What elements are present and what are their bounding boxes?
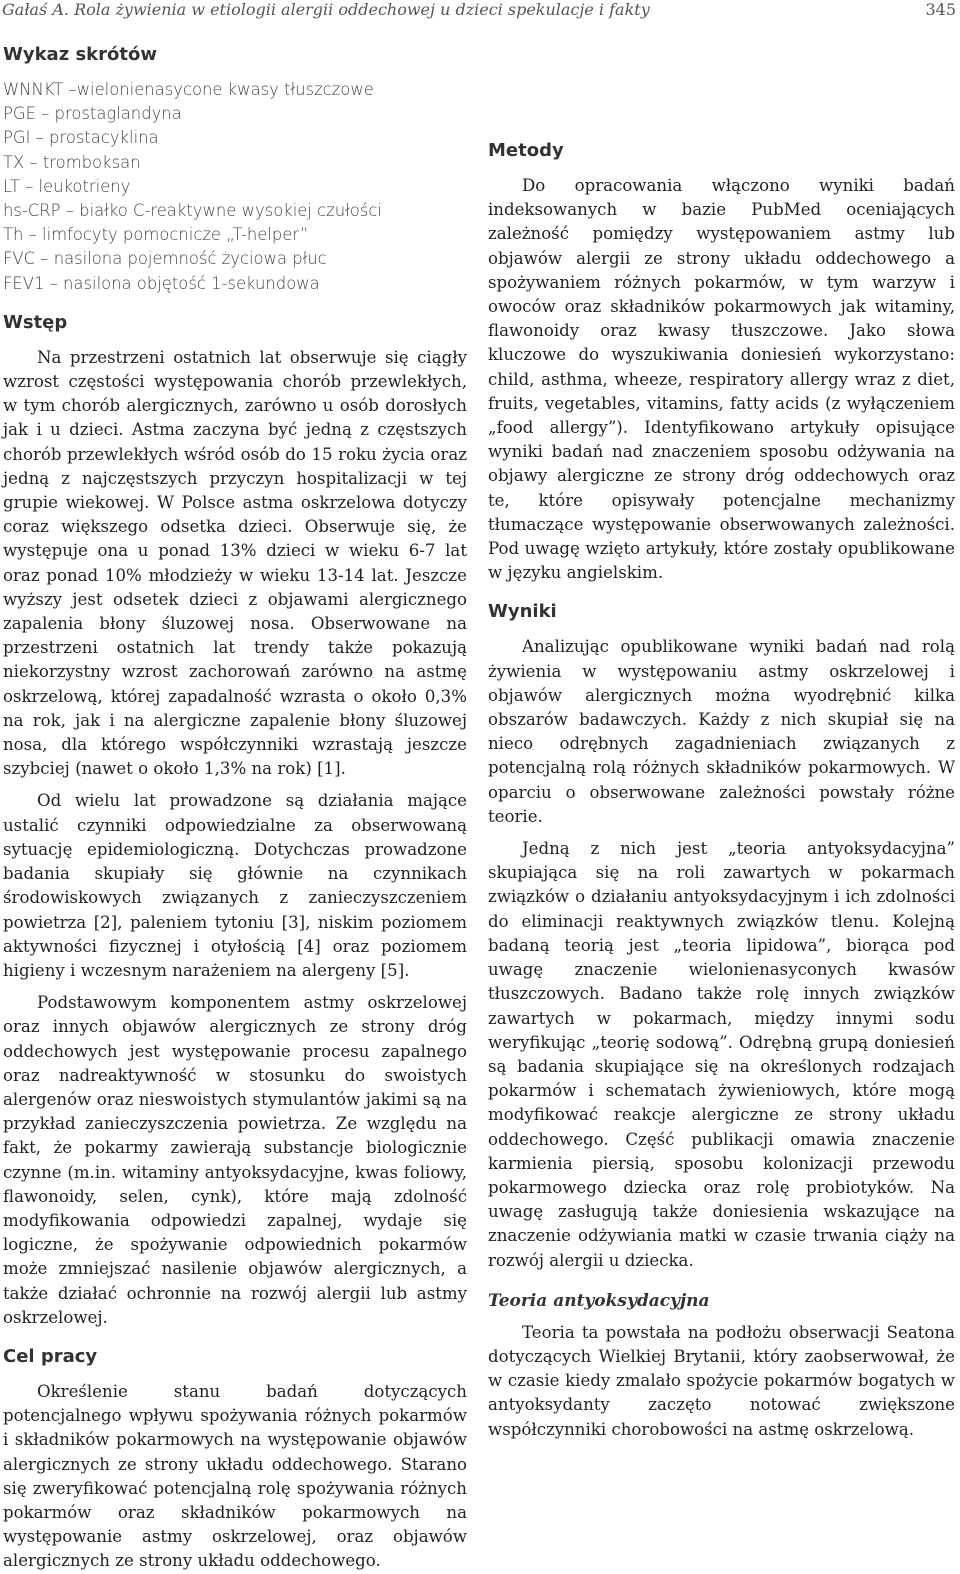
methods-paragraph: Do opracowania włączono wyniki badań indeksowanych w bazie PubMed oceniających zależność pomiędzy występowaniem astmy lub objawów alergii ze strony układu oddechowego a spożywaniem różnych pokarmów, w tym warzyw i owoców oraz składników pokarmowych jak witaminy, flawonoidy oraz kwasy tłuszczowe. Jako słowa kluczowe do wyszukiwania doniesień wykorzystano: child, asthma, wheeze, respiratory allergy wraz z diet, fruits, vegetables, vitamins, fatty acids (z wyłączeniem „food allergy”). Identyfikowano artykuły opisujące wyniki badań nad znaczeniem sposobu odżywania na objawy alergiczne ze strony dróg oddechowych oraz te, które opisywały potencjalne mechanizmy tłumaczące występowanie obserwowanych zależności. Pod uwagę wzięto artykuły, które zostały opublikowane w języku angielskim. <box>488 176 955 583</box>
methods-heading: Metody <box>488 140 564 161</box>
abbreviation-item: FEV1 – nasilona objętość 1-sekundowa <box>3 273 320 293</box>
abbreviation-item: PGE – prostaglandyna <box>3 104 182 124</box>
antioxidant-heading: Teoria antyoksydacyjna <box>488 1290 710 1311</box>
aim-heading: Cel pracy <box>3 1345 98 1367</box>
abbreviation-item: PGI – prostacyklina <box>3 128 159 148</box>
intro-paragraph: Od wielu lat prowadzone są działania mające ustalić czynniki odpowiedzialne za obserwowaną sytuację epidemiologiczną. Dotychczas prowadzone badania skupiały się głównie na czynnikach środowiskowych związanych z zanieczyszczeniem powietrza [2], paleniem tytoniu [3], niskim poziomem aktywności fizycznej i otyłością [4] oraz poziomem higieny i wczesnym narażeniem na alergeny [5]. <box>3 791 467 980</box>
left-column <box>3 40 467 1574</box>
abbreviation-item: hs-CRP – białko C-reaktywne wysokiej czułości <box>3 201 382 221</box>
abbreviation-item: Th – limfocyty pomocnicze „T-helper” <box>3 225 309 245</box>
aim-paragraph: Określenie stanu badań dotyczących potencjalnego wpływu spożywania różnych pokarmów i składników pokarmowych na występowanie objawów alergicznych ze strony układu oddechowego. Starano się zweryfikować potencjalną rolę spożywania różnych pokarmów oraz składników pokarmowych na występowanie astmy oskrzelowej, oraz objawów alergicznych ze strony układu oddechowego. <box>3 1381 467 1571</box>
intro-paragraph: Podstawowym komponentem astmy oskrzelowej oraz innych objawów alergicznych ze strony dróg oddechowych jest występowanie procesu zapalnego oraz nadreaktywność w stosunku do swoistych alergenów oraz nieswoistych stymulantów jakimi są na przykład zanieczyszczenia powietrza. Ze względu na fakt, że pokarmy zawierają substancje biologicznie czynne (m.in. witaminy antyoksydacyjne, kwas foliowy, flawonoidy, selen, cynk), które mają zdolność modyfikowania odpowiedzi zapalnej, wydaje się logiczne, że spożywanie odpowiednich pokarmów może zmniejszać nasilenie objawów alergicznych, a także działać ochronnie na rozwój alergii lub astmy oskrzelowej. <box>3 993 467 1327</box>
intro-heading: Wstęp <box>3 311 68 333</box>
abbreviation-list <box>3 78 467 296</box>
running-header <box>0 0 960 22</box>
abbreviation-item: LT – leukotrieny <box>3 176 131 196</box>
running-title: Gałaś A. Rola żywienia w etiologii alergii oddechowej u dzieci spekulacje i fakty <box>2 0 650 19</box>
intro-paragraph: Na przestrzeni ostatnich lat obserwuje się ciągły wzrost częstości występowania chorób przewlekłych, w tym chorób alergicznych, zarówno u osób dorosłych jak i u dzieci. Astma zaczyna być jedną z częstszych chorób przewlekłych wśród osób do 15 roku życia oraz jedną z najczęstszych przyczyn hospitalizacji w tej grupie wiekowej. W Polsce astma oskrzelowa dotyczy coraz większego odsetka dzieci. Obserwuje się, że występuje ona u ponad 13% dzieci w wieku 6-7 lat oraz ponad 10% młodzieży w wieku 13-14 lat. Jeszcze wyższy jest odsetek dzieci z objawami alergicznego zapalenia błony śluzowej nosa. Obserwowane na przestrzeni ostatnich lat trendy także pokazują niekorzystny wzrost zachorowań zarówno na astmę oskrzelową, której zapadalność wzrasta o około 0,3% na rok, jak i na alergiczne zapalenie błony śluzowej nosa, dla którego współczynniki wzrastają jeszcze szybciej (nawet o około 1,3% na rok) [1]. <box>3 347 467 779</box>
results-heading: Wyniki <box>488 601 557 623</box>
abbreviation-item: WNNKT –wielonienasycone kwasy tłuszczowe <box>3 80 374 99</box>
abbreviation-item: TX – tromboksan <box>3 152 141 172</box>
right-column <box>488 136 955 1442</box>
results-paragraph: Jedną z nich jest „teoria antyoksydacyjna” skupiająca się na roli zawartych w pokarmach związków o działaniu antyoksydacyjnym i ich zdolności do eliminacji reaktywnych związków tlenu. Kolejną badaną teorią jest „teoria lipidowa”, biorąca pod uwagę znaczenie wielonienasyconych kwasów tłuszczowych. Badano także rolę innych związków zawartych w pokarmach, między innymi sodu weryfikując „teorię sodową”. Odrębną grupą doniesień są badania skupiające się na określonych rodzajach pokarmów i schematach żywieniowych, które mogą modyfikować reakcje alergiczne ze strony układu oddechowego. Część publikacji omawia znaczenie karmienia piersią, sposobu kolonizacji przewodu pokarmowego dziecka oraz rolę probiotyków. Na uwagę zasługują także doniesienia wskazujące na znaczenie odżywiania matki w czasie trwania ciąży na rozwój alergii u dziecka. <box>488 839 955 1270</box>
results-paragraph: Analizując opublikowane wyniki badań nad rolą żywienia w występowaniu astmy oskrzelowej i objawów alergicznych można wyodrębnić kilka obszarów badawczych. Każdy z nich skupiał się na nieco odrębnych zagadnieniach związanych z potencjalną rolą różnych składników pokarmowych. W oparciu o obserwowane zależności powstały różne teorie. <box>488 637 955 826</box>
page-number: 345 <box>925 0 956 19</box>
abbreviation-item: FVC – nasilona pojemność życiowa płuc <box>3 249 327 269</box>
abbreviations-heading: Wykaz skrótów <box>3 44 157 65</box>
antioxidant-paragraph: Teoria ta powstała na podłożu obserwacji Seatona dotyczących Wielkiej Brytanii, który zaobserwował, że w czasie kiedy zmalało spożycie pokarmów bogatych w antyoksydanty zaczęto notować zwiększone współczynniki chorobowości na astmę oskrzelową. <box>488 1322 955 1439</box>
